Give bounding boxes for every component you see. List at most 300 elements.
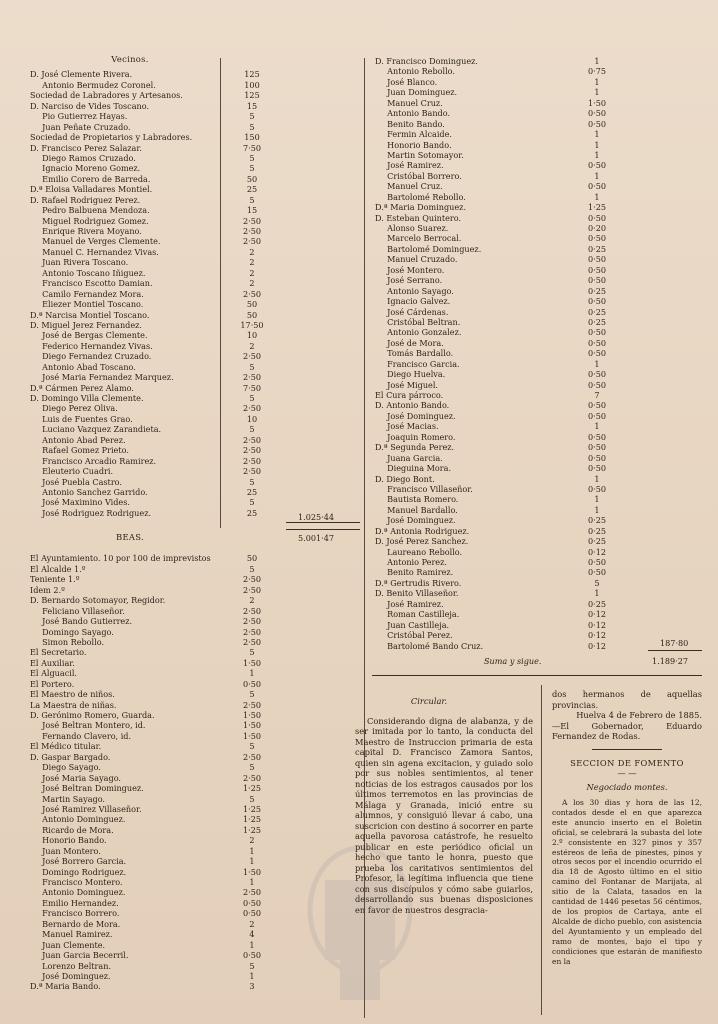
list-item — [30, 616, 296, 626]
contributor-name: Bautista Romero. — [375, 494, 459, 505]
list-item — [30, 90, 296, 100]
list-item — [30, 804, 296, 814]
vecinos-heading: Vecinos. — [111, 54, 149, 64]
list-item — [375, 390, 701, 400]
contribution-amount: 0·25 — [587, 598, 607, 609]
contribution-amount: 2 — [249, 835, 255, 846]
list-item — [30, 372, 296, 382]
contributor-name: José Maria Fernandez Marquez. — [30, 372, 174, 383]
list-item — [30, 940, 296, 950]
list-item — [30, 163, 296, 173]
subtotal-1: 1.025·44 — [298, 512, 335, 522]
contribution-amount: 2·50 — [242, 772, 262, 783]
contribution-amount: 1 — [594, 56, 600, 66]
list-item — [30, 710, 296, 720]
contributor-name: Martin Sayago. — [30, 793, 106, 804]
list-item — [30, 278, 296, 288]
contributor-name: D. Domingo Villa Clemente. — [30, 393, 144, 404]
contributor-name: D.ª Narcisa Montiel Toscano. — [30, 309, 150, 320]
list-item — [30, 647, 296, 657]
contributor-name: Simon Rebollo. — [30, 636, 105, 647]
contribution-amount: 1 — [249, 668, 255, 679]
list-item — [375, 609, 701, 619]
list-item — [30, 783, 296, 793]
contribution-amount: 7 — [594, 390, 600, 400]
list-item — [30, 205, 296, 215]
contribution-amount: 0·12 — [587, 640, 607, 651]
contribution-amount: 50 — [246, 309, 258, 320]
contribution-amount: 2·50 — [242, 455, 262, 466]
contributor-name: Joaquin Romero. — [375, 431, 456, 442]
contribution-amount: 0·50 — [587, 557, 607, 567]
contributor-name: El Ayuntamiento. 10 por 100 de imprevistos — [30, 553, 211, 564]
contribution-amount: 1·25 — [242, 824, 262, 835]
list-item — [30, 971, 296, 981]
contributor-name: José Dominguez. — [375, 410, 456, 421]
contribution-amount: 1 — [249, 845, 255, 856]
contribution-amount: 0·12 — [587, 546, 607, 557]
contribution-amount: 1·25 — [587, 202, 607, 213]
list-item — [30, 679, 296, 689]
contribution-amount: 5 — [249, 762, 255, 773]
contributor-name: Antonio Rebollo. — [375, 66, 455, 77]
contribution-amount: 1 — [594, 358, 600, 369]
contributor-name: Ricardo de Mora. — [30, 824, 114, 835]
beas-block — [30, 532, 296, 992]
contribution-amount: 1·50 — [242, 730, 262, 741]
contribution-amount: 1 — [249, 877, 255, 888]
contributor-name: El Auxiliar. — [30, 657, 75, 668]
list-item — [30, 825, 296, 835]
list-item — [30, 981, 296, 991]
contributor-name: Luciano Vazquez Zarandieta. — [30, 424, 162, 435]
subtotal-rule — [286, 522, 360, 523]
list-item — [375, 442, 701, 452]
column-rule-1 — [220, 58, 221, 528]
contribution-amount: 0·50 — [587, 567, 607, 578]
contributor-name: José Bando Gutierrez. — [30, 616, 133, 627]
contributor-name: D. Gerónimo Romero, Guarda. — [30, 710, 155, 721]
contribution-amount: 2·50 — [242, 584, 262, 595]
list-item — [30, 835, 296, 845]
contributor-name: D. Miguel Jerez Fernandez. — [30, 319, 142, 330]
list-item — [375, 421, 701, 431]
contribution-amount: 2 — [249, 278, 255, 289]
contribution-amount: 2 — [249, 246, 255, 257]
list-item — [375, 620, 701, 630]
list-item — [30, 720, 296, 730]
contributor-name: D. Esteban Quintero. — [375, 212, 462, 223]
contribution-amount: 5 — [249, 960, 255, 971]
list-item — [30, 424, 296, 434]
contributor-name: D.ª Maria Dominguez. — [375, 202, 467, 213]
contribution-amount: 1 — [594, 129, 600, 140]
contribution-amount: 0·50 — [587, 452, 607, 463]
contributor-name: Idem 2.º — [30, 584, 65, 595]
contributor-name: Juan Peñate Cruzado. — [30, 121, 131, 132]
contribution-amount: 1 — [594, 76, 600, 87]
list-item — [375, 588, 701, 598]
contributor-name: El Cura párroco. — [375, 390, 444, 400]
list-item — [375, 505, 701, 515]
contributor-name: Rafael Gomez Prieto. — [30, 445, 129, 456]
contribution-amount: 2·50 — [242, 605, 262, 616]
contribution-amount: 0·50 — [587, 264, 607, 275]
contribution-amount: 1·25 — [242, 814, 262, 825]
list-item — [30, 773, 296, 783]
list-item — [375, 233, 701, 243]
list-item — [30, 330, 296, 340]
list-item — [375, 338, 701, 348]
list-item — [375, 66, 701, 76]
contributor-name: Francisco Villaseñor. — [375, 483, 473, 494]
contribution-amount: 25 — [246, 507, 258, 518]
contribution-amount: 1 — [249, 970, 255, 981]
contribution-amount: 2·50 — [242, 751, 262, 762]
list-item — [30, 929, 296, 939]
contributor-name: Diego Ramos Cruzado. — [30, 152, 136, 163]
contribution-amount: 125 — [244, 90, 260, 101]
contributor-name: Enrique Rivera Moyano. — [30, 226, 142, 237]
list-item — [30, 456, 296, 466]
list-item — [30, 174, 296, 184]
total-1: 5.001·47 — [298, 533, 335, 543]
list-item — [30, 585, 296, 595]
contribution-amount: 0·50 — [587, 442, 607, 453]
section-rule — [372, 675, 702, 676]
list-item — [30, 403, 296, 413]
contributor-name: José Ramirez Villaseñor. — [30, 803, 142, 814]
column-4 — [552, 689, 702, 966]
contribution-amount: 0·50 — [587, 463, 607, 474]
vecinos-list — [30, 69, 296, 518]
contributor-name: Francisco Escotto Damian. — [30, 278, 153, 289]
contributor-name: Benito Ramirez. — [375, 567, 454, 578]
list-item — [30, 658, 296, 668]
list-item — [375, 432, 701, 442]
list-item — [375, 275, 701, 285]
list-item — [30, 341, 296, 351]
list-item — [375, 56, 701, 66]
contributor-name: D. Antonio Bando. — [375, 400, 450, 411]
contributor-name: Antonio Abad Perez. — [30, 434, 126, 445]
contributor-name: D. José Clemente Rivera. — [30, 69, 133, 80]
list-item — [30, 762, 296, 772]
list-item — [30, 508, 296, 518]
contributor-name: Manuel Cruz. — [375, 97, 443, 108]
list-item — [30, 226, 296, 236]
contribution-amount: 2 — [249, 595, 255, 606]
contribution-amount: 2·50 — [242, 434, 262, 445]
contributor-name: Lorenzo Beltran. — [30, 960, 112, 971]
contributor-name: Benito Bando. — [375, 118, 445, 129]
list-item — [30, 637, 296, 647]
contributor-name: Antonio Dominguez. — [30, 814, 126, 825]
list-item — [30, 877, 296, 887]
contribution-amount: 5 — [249, 111, 255, 122]
contributor-name: Bartolomé Bando Cruz. — [375, 640, 484, 651]
list-item — [30, 299, 296, 309]
contribution-amount: 10 — [246, 413, 258, 424]
contributor-name: Juan Castilleja. — [375, 619, 450, 630]
contributor-name: Diego Fernandez Cruzado. — [30, 351, 152, 362]
contribution-amount: 3 — [249, 981, 255, 992]
list-item — [30, 908, 296, 918]
contribution-amount: 0·25 — [587, 525, 607, 536]
contribution-amount: 0·50 — [242, 678, 262, 689]
list-item — [30, 497, 296, 507]
list-item — [30, 466, 296, 476]
contribution-amount: 1·50 — [242, 720, 262, 731]
list-item — [375, 380, 701, 390]
contributor-name: Ignacio Galvez. — [375, 296, 451, 307]
contribution-amount: 0·12 — [587, 619, 607, 630]
contribution-amount: 125 — [244, 69, 260, 80]
contributor-name: Diego Perez Oliva. — [30, 403, 118, 414]
contributor-name: Antonio Toscano Iñiguez. — [30, 267, 146, 278]
contribution-amount: 0·12 — [587, 609, 607, 620]
contribution-amount: 1 — [594, 494, 600, 505]
contribution-amount: 1 — [594, 504, 600, 515]
contribution-amount: 0·50 — [587, 348, 607, 359]
list-item — [375, 192, 701, 202]
list-item — [375, 140, 701, 150]
contributor-name: Bartolomé Dominguez. — [375, 243, 482, 254]
subsection-title: Negociado montes. — [586, 781, 668, 792]
contribution-amount: 1 — [594, 87, 600, 98]
contributor-name: El Médico titular. — [30, 741, 102, 752]
contribution-amount: 0·25 — [587, 306, 607, 317]
list-item — [375, 202, 701, 212]
contribution-amount: 1 — [594, 170, 600, 181]
contribution-amount: 0·25 — [587, 285, 607, 296]
list-item — [30, 122, 296, 132]
contribution-amount: 0·50 — [587, 410, 607, 421]
list-item — [30, 111, 296, 121]
contributor-name: El Portero. — [30, 678, 75, 689]
contribution-amount: 5 — [249, 393, 255, 404]
list-item — [375, 463, 701, 473]
circular-title: Circular. — [410, 696, 448, 706]
contributor-name: Cristóbal Beltran. — [375, 316, 461, 327]
list-item — [30, 247, 296, 257]
list-item — [30, 435, 296, 445]
list-item — [375, 327, 701, 337]
contributor-name: José Blanco. — [375, 76, 438, 87]
contribution-amount: 5 — [249, 476, 255, 487]
contribution-amount: 0·50 — [587, 379, 607, 390]
contribution-amount: 2·50 — [242, 445, 262, 456]
short-rule — [592, 749, 662, 750]
contributor-name: Diego Sayago. — [30, 762, 101, 773]
list-item — [30, 69, 296, 79]
contributor-name: Miguel Rodriguez Gomez. — [30, 215, 149, 226]
contributor-name: José Cárdenas. — [375, 306, 449, 317]
sum-rule — [648, 650, 702, 651]
contributor-name: La Maestra de niñas. — [30, 699, 117, 710]
contribution-amount: 5 — [249, 741, 255, 752]
contributor-name: José Beltran Dominguez. — [30, 783, 144, 794]
list-item — [30, 487, 296, 497]
contributor-name: Juan Rivera Toscano. — [30, 257, 129, 268]
contribution-amount: 5 — [249, 121, 255, 132]
contribution-amount: 5 — [594, 577, 600, 588]
list-item — [30, 320, 296, 330]
contribution-amount: 2·50 — [242, 215, 262, 226]
list-item — [375, 160, 701, 170]
contributor-name: José Ramirez. — [375, 160, 444, 171]
auction-notice: A los 30 dias y hora de las 12, contados desde el en que aparezca este anuncio inserto en el Boletin oficial, se celebrará la subasta del lote 2.º consistente en 327 pinos y 357 estéreos de leña de pinestes, pinos y otros secos por el incendio ocurrido el dia 18 de Agosto último en el sitio camino del Fontanar de Marijata, al sitio de la Calata, tasados en la cantidad de 1446 pesetas 56 céntimos, de los propios de Cartaya, ante el Alcalde de dicho pueblo, con asistencia del Ayuntamiento y un empleado del ramo de montes, bajo el tipo y condiciones que estarán de manifiesto en la — [552, 798, 702, 966]
contribution-amount: 0·50 — [242, 950, 262, 961]
list-item — [375, 369, 701, 379]
contribution-amount: 15 — [246, 205, 258, 216]
contribution-amount: 0·50 — [587, 369, 607, 380]
contribution-amount: 0·50 — [587, 108, 607, 119]
contribution-amount: 2·50 — [242, 466, 262, 477]
contributor-name: Domingo Sayago. — [30, 626, 114, 637]
list-item — [30, 627, 296, 637]
contributor-name: D.ª Gertrudis Rivero. — [375, 577, 462, 588]
contribution-amount: 2·50 — [242, 699, 262, 710]
sum-value: 1.189·27 — [652, 656, 689, 666]
contribution-amount: 2 — [249, 918, 255, 929]
list-item — [30, 846, 296, 856]
contributor-name: D. Gaspar Bargado. — [30, 751, 111, 762]
contribution-amount: 150 — [244, 132, 260, 143]
contributor-name: José Serrano. — [375, 275, 443, 286]
contribution-amount: 2·50 — [242, 236, 262, 247]
contributor-name: Emilio Hernandez. — [30, 897, 119, 908]
contributor-name: Alonso Suarez. — [375, 223, 449, 233]
contribution-amount: 5 — [249, 163, 255, 174]
contribution-amount: 5 — [249, 793, 255, 804]
contribution-amount: 2 — [249, 340, 255, 351]
contributor-name: José Puebla Castro. — [30, 476, 122, 487]
contribution-amount: 25 — [246, 184, 258, 195]
contributor-name: José Maria Sayago. — [30, 772, 121, 783]
contributor-name: Ignacio Moreno Gomez. — [30, 163, 141, 174]
contributor-name: Antonio Abad Toscano. — [30, 361, 136, 372]
contributor-name: Emilio Corero de Barreda. — [30, 173, 151, 184]
contributor-name: D. Francisco Dominguez. — [375, 56, 478, 66]
contributor-name: D.ª Segunda Perez. — [375, 442, 455, 453]
contributor-name: José Borrero Garcia. — [30, 856, 127, 867]
list-item — [375, 578, 701, 588]
contribution-amount: 2·50 — [242, 288, 262, 299]
contribution-amount: 1·25 — [242, 783, 262, 794]
total-rule — [286, 529, 360, 530]
circular-text: Considerando digna de alabanza, y de ser imitada por lo tanto, la conducta del Maestro de Instruccion primaria de esta capital D. Francisco Zamora Santos, quien sin agena excitacion, y guiado solo por sus nobles sentimientos, al tener noticias de los estragos causados por los últimos terremotos en las provincias de Málaga y Granada, inició entre su alumnos, y consiguió llevar á cabo, una suscricion con destino á socorrer en parte aquella pavorosa catástrofe, he resuelto publicar en este periódico oficial un hecho que tanto le honra, puesto que prueba los caritativos sentimientos del Profesor, la legítima influencia que tiene con sus discípulos y cómo sabe guiarlos, desarrollando sus buenas disposiciones en favor de nuestros desgracia- — [355, 715, 533, 915]
list-item — [30, 184, 296, 194]
contributor-name: Antonio Perez. — [375, 557, 447, 567]
column-2 — [375, 56, 701, 651]
date-line: Huelva 4 de Febrero de 1885. — [576, 710, 702, 720]
contributor-name: Juan Dominguez. — [375, 87, 458, 98]
contributor-name: Francisco Arcadio Ramirez. — [30, 455, 157, 466]
contributor-name: Domingo Rodriguez. — [30, 866, 127, 877]
contributor-name: Sociedad de Labradores y Artesanos. — [30, 90, 183, 101]
contributors-list — [375, 56, 701, 651]
list-item — [30, 553, 296, 563]
contributor-name: Manuel Cruzado. — [375, 254, 458, 265]
contribution-amount: 25 — [246, 486, 258, 497]
closing-text: dos hermanos de aquellas provincias. — [552, 689, 702, 710]
list-item — [375, 411, 701, 421]
contributor-name: D. Benito Villaseñor. — [375, 588, 459, 599]
contribution-amount: 50 — [246, 173, 258, 184]
contributor-name: Francisco Montero. — [30, 877, 123, 888]
list-item — [30, 143, 296, 153]
list-item — [375, 265, 701, 275]
contributor-name: Camilo Fernandez Mora. — [30, 288, 144, 299]
list-item — [375, 223, 701, 233]
contribution-amount: 2 — [249, 267, 255, 278]
contribution-amount: 4 — [249, 929, 255, 940]
list-item — [30, 153, 296, 163]
contributor-name: Fernando Clavero, id. — [30, 730, 132, 741]
contribution-amount: 1·50 — [242, 710, 262, 721]
column-1 — [30, 54, 296, 518]
list-item — [375, 286, 701, 296]
contributor-name: José Dominguez. — [30, 970, 111, 981]
contributor-name: D.ª Cármen Perez Alamo. — [30, 382, 134, 393]
contributor-name: Manuel Bardallo. — [375, 504, 458, 515]
contributor-name: El Secretario. — [30, 647, 87, 658]
contributor-name: D. Francisco Perez Salazar. — [30, 142, 142, 153]
list-item — [30, 752, 296, 762]
list-item — [375, 213, 701, 223]
contributor-name: José Macias. — [375, 421, 439, 432]
contribution-amount: 2·50 — [242, 616, 262, 627]
contribution-amount: 15 — [246, 100, 258, 111]
contribution-amount: 0·50 — [587, 337, 607, 348]
contribution-amount: 0·50 — [587, 212, 607, 223]
contributor-name: Cristóbal Borrero. — [375, 170, 462, 181]
contribution-amount: 0·20 — [587, 223, 607, 233]
contributor-name: D.ª Antonia Rodriguez. — [375, 525, 470, 536]
list-item — [375, 119, 701, 129]
list-item — [30, 919, 296, 929]
contribution-amount: 1 — [594, 139, 600, 150]
list-item — [30, 731, 296, 741]
contributor-name: D.ª Maria Bando. — [30, 981, 101, 992]
contribution-amount: 0·75 — [587, 66, 607, 77]
contributor-name: Teniente 1.º — [30, 574, 80, 585]
sum-label: Suma y sigue. — [484, 656, 542, 666]
contribution-amount: 0·50 — [587, 483, 607, 494]
list-item — [30, 351, 296, 361]
contribution-amount: 10 — [246, 330, 258, 341]
contribution-amount: 50 — [246, 553, 258, 564]
contributor-name: José Miguel. — [375, 379, 438, 390]
list-item — [375, 244, 701, 254]
contribution-amount: 2 — [249, 257, 255, 268]
list-item — [375, 108, 701, 118]
contributor-name: Laureano Rebollo. — [375, 546, 463, 557]
stamp-watermark — [300, 840, 420, 1010]
contributor-name: José Maximino Vides. — [30, 497, 130, 508]
contribution-amount: 1·50 — [242, 866, 262, 877]
list-item — [30, 195, 296, 205]
contribution-amount: 1·50 — [242, 657, 262, 668]
list-item — [30, 257, 296, 267]
contribution-amount: 1·50 — [587, 97, 607, 108]
section-dash: — — — [617, 768, 637, 778]
list-item — [375, 98, 701, 108]
contribution-amount: 5 — [249, 563, 255, 574]
contributor-name: El Maestro de niños. — [30, 689, 115, 700]
contributor-name: José de Mora. — [375, 337, 444, 348]
